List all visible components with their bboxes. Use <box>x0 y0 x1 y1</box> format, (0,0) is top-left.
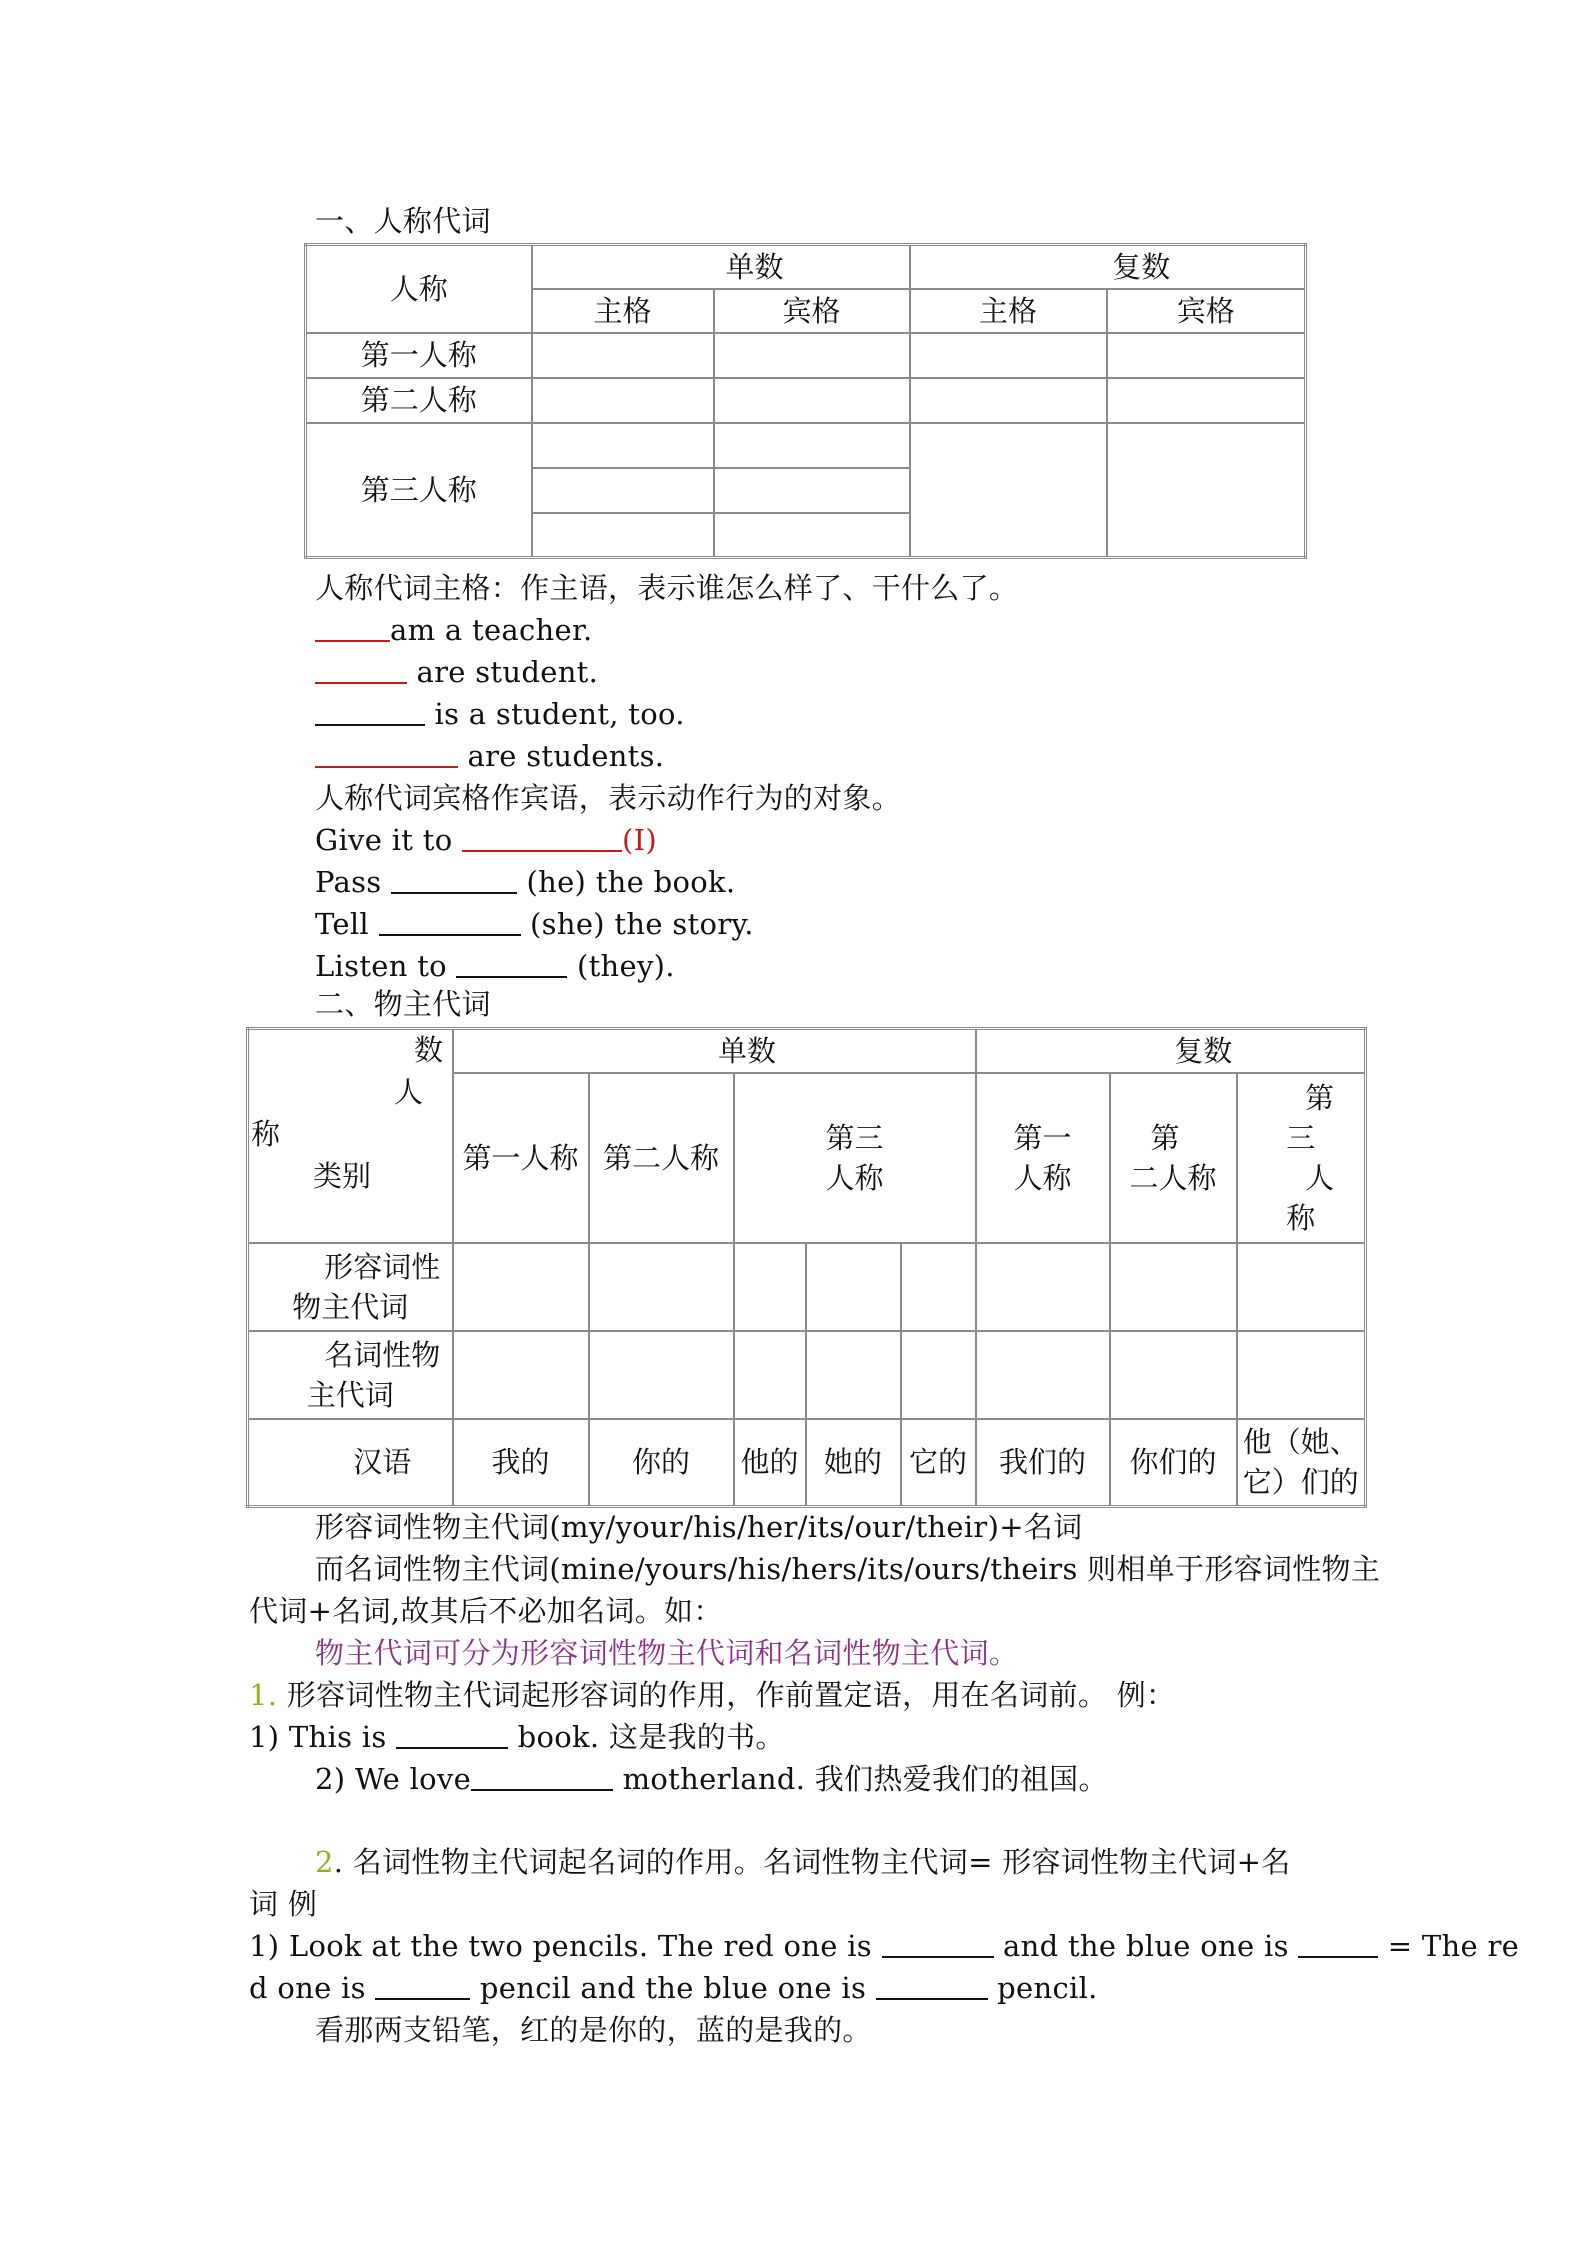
example-text: Listen to <box>315 949 457 983</box>
fill-blank[interactable] <box>882 1930 994 1958</box>
table-cell <box>532 468 714 513</box>
row-label: 主代词 <box>306 1377 394 1412</box>
point-1-example-2 <box>315 1761 1108 1797</box>
point-2-line2: 词 例 <box>249 1887 318 1921</box>
row-second-person: 第二人称 <box>306 378 532 423</box>
row-third-person: 第三人称 <box>306 423 532 558</box>
example-text: Pass <box>315 865 391 899</box>
subject-note: 人称代词主格：作主语，表示谁怎么样了、干什么了。 <box>315 571 1019 605</box>
cn-cell-tade-he: 他的 <box>734 1419 806 1507</box>
row-label: 物主代词 <box>292 1289 409 1324</box>
table-cell <box>910 423 1107 558</box>
table-cell <box>910 378 1107 423</box>
point-2 <box>315 1844 1291 1880</box>
header-text: 第 <box>1304 1080 1334 1115</box>
cell-text: 他（她、 <box>1242 1425 1359 1460</box>
point-1-example-1 <box>249 1719 785 1755</box>
example-text: are students. <box>458 739 665 773</box>
cn-cell-tade-it: 它的 <box>901 1419 976 1507</box>
header-singular-second: 第二人称 <box>589 1073 734 1243</box>
point-text: 形容词性物主代词起形容词的作用，作前置定语，用在名词前。 例： <box>277 1678 1176 1712</box>
fill-blank[interactable] <box>1298 1930 1378 1958</box>
subject-example-4 <box>315 738 664 774</box>
point-2-example-1 <box>249 1928 1519 1964</box>
table-cell <box>589 1243 734 1331</box>
point-number: 1. <box>249 1678 278 1712</box>
table-cell <box>806 1331 901 1419</box>
table-cell <box>1107 333 1306 378</box>
corner-number: 数 <box>414 1033 444 1067</box>
table-cell <box>1237 1243 1366 1331</box>
cn-cell-tade-she: 她的 <box>806 1419 901 1507</box>
example-text: 1) Look at the two pencils. The red one is <box>249 1929 882 1963</box>
para-noun-rule-line1: 而名词性物主代词(mine/yours/his/hers/its/ours/theirs 则相单于形容词性物主 <box>315 1552 1381 1586</box>
header-plural-second <box>1110 1073 1237 1243</box>
table-cell <box>976 1331 1110 1419</box>
header-singular: 单数 <box>453 1029 976 1073</box>
example-text: Tell <box>315 907 379 941</box>
cn-cell-nimen: 你们的 <box>1110 1419 1237 1507</box>
table-cell <box>532 378 714 423</box>
header-plural-first <box>976 1073 1110 1243</box>
subject-example-1 <box>315 612 593 648</box>
point-number: 2 <box>315 1845 334 1879</box>
example-text: (they). <box>567 949 675 983</box>
possessive-pronoun-table <box>246 1027 1367 1508</box>
cn-cell-nide: 你的 <box>589 1419 734 1507</box>
point-2-translation: 看那两支铅笔，红的是你的，蓝的是我的。 <box>315 2013 872 2047</box>
row-first-person: 第一人称 <box>306 333 532 378</box>
row-label: 名词性物 <box>324 1337 441 1372</box>
para-noun-rule-line2: 代词+名词,故其后不必加名词。如： <box>249 1594 723 1628</box>
header-person: 人称 <box>306 245 532 333</box>
example-text: am a teacher. <box>390 613 593 647</box>
corner-person: 人 <box>394 1075 424 1109</box>
object-example-2 <box>315 864 735 900</box>
fill-blank[interactable] <box>462 824 622 852</box>
header-plural-object: 宾格 <box>1107 289 1306 333</box>
point-2-example-1-cont <box>249 1970 1098 2006</box>
header-singular-third <box>734 1073 976 1243</box>
header-text: 人称 <box>825 1160 884 1195</box>
example-text: Give it to <box>315 823 462 857</box>
personal-pronoun-table <box>304 243 1307 559</box>
header-singular-subject: 主格 <box>532 289 714 333</box>
header-corner <box>248 1029 453 1243</box>
example-text: is a student, too. <box>425 697 685 731</box>
example-text: motherland. 我们热爱我们的祖国。 <box>613 1762 1108 1796</box>
table-cell <box>734 1331 806 1419</box>
object-example-3 <box>315 906 754 942</box>
header-singular: 单数 <box>532 245 910 289</box>
fill-blank[interactable] <box>375 1972 470 2000</box>
point-text: . 名词性物主代词起名词的作用。名词性物主代词= 形容词性物主代词+名 <box>333 1845 1291 1879</box>
corner-type: 类别 <box>313 1159 372 1193</box>
example-text: pencil and the blue one is <box>470 1971 876 2005</box>
header-text: 人 <box>1304 1160 1334 1195</box>
fill-blank[interactable] <box>315 656 407 684</box>
fill-blank[interactable] <box>391 866 517 894</box>
table-cell <box>714 333 910 378</box>
table-cell <box>1110 1243 1237 1331</box>
table-cell <box>532 423 714 468</box>
row-chinese: 汉语 <box>248 1419 453 1507</box>
example-text: 2) We love <box>315 1762 472 1796</box>
table-cell <box>589 1331 734 1419</box>
row-noun-possessive <box>248 1331 453 1419</box>
section2-heading: 二、物主代词 <box>315 987 491 1021</box>
header-text: 第一 <box>1013 1120 1072 1155</box>
table-cell <box>1107 378 1306 423</box>
example-text: and the blue one is <box>993 1929 1299 1963</box>
header-singular-object: 宾格 <box>714 289 910 333</box>
header-text: 称 <box>1286 1200 1316 1235</box>
header-plural: 复数 <box>910 245 1306 289</box>
para-classification: 物主代词可分为形容词性物主代词和名词性物主代词。 <box>315 1636 1019 1670</box>
table-cell <box>714 468 910 513</box>
example-text: book. 这是我的书。 <box>508 1720 785 1754</box>
table-cell <box>901 1243 976 1331</box>
header-text: 人称 <box>1013 1160 1072 1195</box>
corner-cheng: 称 <box>251 1117 281 1151</box>
table-cell <box>806 1243 901 1331</box>
table-cell <box>453 1331 589 1419</box>
fill-blank[interactable] <box>315 740 458 768</box>
table-cell <box>1110 1331 1237 1419</box>
table-cell <box>532 513 714 558</box>
table-cell <box>1237 1331 1366 1419</box>
table-cell <box>1107 423 1306 558</box>
header-singular-first: 第一人称 <box>453 1073 589 1243</box>
example-text: (she) the story. <box>520 907 754 941</box>
cell-text: 它）们的 <box>1242 1465 1359 1500</box>
subject-example-3 <box>315 696 685 732</box>
table-cell <box>910 333 1107 378</box>
fill-blank[interactable] <box>876 1972 988 2000</box>
subject-example-2 <box>315 654 598 690</box>
object-example-4 <box>315 948 675 984</box>
table-cell <box>734 1243 806 1331</box>
row-adjective-possessive <box>248 1243 453 1331</box>
point-1 <box>249 1677 1175 1713</box>
example-text: 1) This is <box>249 1720 397 1754</box>
table-cell <box>714 378 910 423</box>
object-example-1 <box>315 822 657 858</box>
row-label: 形容词性 <box>324 1249 441 1284</box>
section1-heading: 一、人称代词 <box>315 204 491 238</box>
header-plural-third <box>1237 1073 1366 1243</box>
table-cell <box>532 333 714 378</box>
fill-blank[interactable] <box>315 698 425 726</box>
cn-cell-women: 我们的 <box>976 1419 1110 1507</box>
header-text: 第三 <box>825 1120 884 1155</box>
example-text: = The re <box>1378 1929 1520 1963</box>
table-cell <box>453 1243 589 1331</box>
fill-blank[interactable] <box>315 614 390 642</box>
fill-blank[interactable] <box>456 950 567 978</box>
fill-blank[interactable] <box>379 908 521 936</box>
cn-cell-tamen <box>1237 1419 1366 1507</box>
example-hint: (I) <box>621 823 657 857</box>
example-text: d one is <box>249 1971 376 2005</box>
example-text: (he) the book. <box>516 865 736 899</box>
example-text: are student. <box>407 655 599 689</box>
para-adjective-rule: 形容词性物主代词(my/your/his/her/its/our/their)+名词 <box>315 1510 1083 1544</box>
table-cell <box>714 513 910 558</box>
fill-blank[interactable] <box>396 1721 508 1749</box>
header-text: 二人称 <box>1129 1160 1217 1195</box>
table-cell <box>714 423 910 468</box>
cn-cell-wode: 我的 <box>453 1419 589 1507</box>
header-text: 三 <box>1286 1120 1316 1155</box>
example-text: pencil. <box>987 1971 1098 2005</box>
header-plural-subject: 主格 <box>910 289 1107 333</box>
table-cell <box>901 1331 976 1419</box>
header-plural: 复数 <box>976 1029 1366 1073</box>
fill-blank[interactable] <box>471 1763 613 1791</box>
table-cell <box>976 1243 1110 1331</box>
header-text: 第 <box>1150 1120 1180 1155</box>
object-note: 人称代词宾格作宾语，表示动作行为的对象。 <box>315 781 902 815</box>
